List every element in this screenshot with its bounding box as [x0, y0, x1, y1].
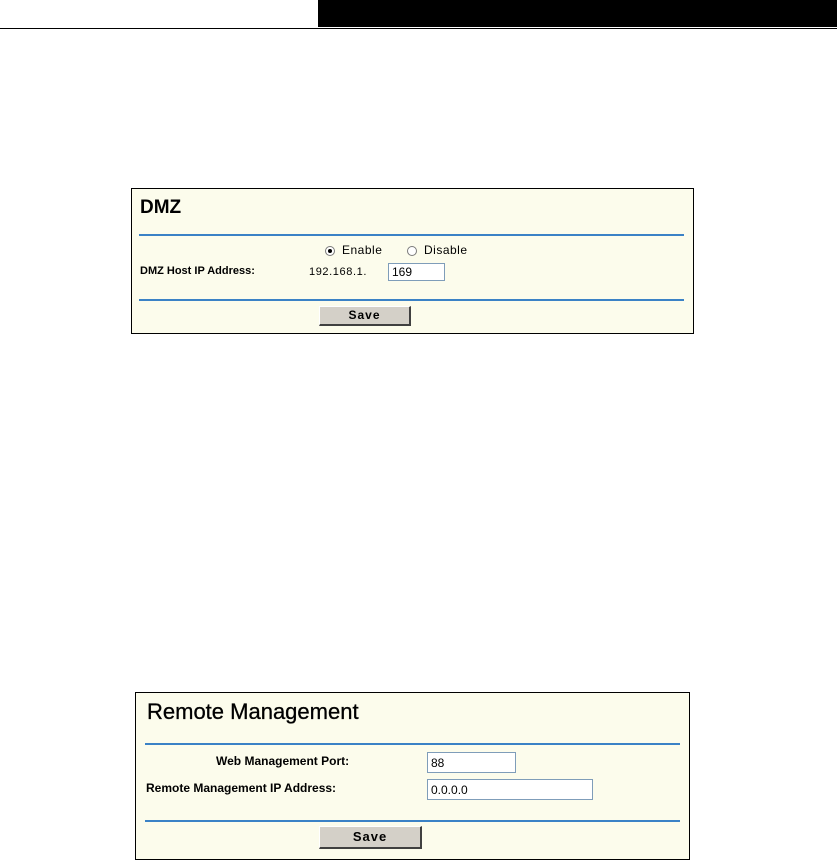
header-rule	[0, 28, 837, 29]
dmz-panel	[131, 188, 694, 334]
header-bar	[318, 0, 837, 27]
remote-management-panel	[135, 692, 690, 860]
remote-divider-top	[145, 743, 680, 745]
dmz-divider-top	[139, 234, 684, 236]
remote-management-title: Remote Management	[147, 699, 359, 724]
dmz-host-ip-label: DMZ Host IP Address:	[140, 265, 255, 277]
web-management-port-input[interactable]	[427, 752, 516, 773]
enable-label[interactable]: Enable	[342, 243, 383, 257]
disable-radio[interactable]	[407, 246, 417, 256]
remote-management-ip-input[interactable]	[427, 779, 593, 800]
dmz-title: DMZ	[140, 197, 182, 218]
web-management-port-label: Web Management Port:	[216, 754, 350, 768]
dmz-divider-bottom	[139, 299, 684, 301]
remote-save-button[interactable]: Save	[319, 826, 422, 849]
dmz-ip-last-octet-input[interactable]	[388, 263, 445, 281]
remote-divider-bottom	[145, 820, 680, 822]
dmz-ip-prefix: 192.168.1.	[309, 266, 367, 278]
remote-management-ip-label: Remote Management IP Address:	[146, 781, 337, 795]
dmz-save-button[interactable]: Save	[319, 306, 411, 326]
enable-radio[interactable]	[325, 246, 335, 256]
disable-label[interactable]: Disable	[424, 243, 468, 257]
